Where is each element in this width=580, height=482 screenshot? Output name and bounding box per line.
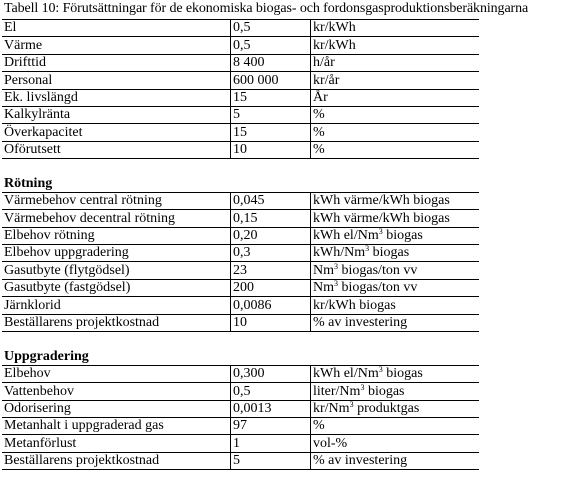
- table-row: [2, 297, 479, 314]
- parameter-value: 8 400: [231, 54, 311, 71]
- table-row: [2, 54, 479, 71]
- table-caption: Tabell 10: Förutsättningar för de ekonomiska biogas- och fordonsgasproduktionsberäkningarna: [4, 1, 529, 16]
- parameter-name: Värme: [2, 37, 231, 54]
- parameters-table: [2, 19, 479, 470]
- spacer-row: [2, 332, 479, 349]
- table-row: [2, 192, 479, 209]
- unit-cell: År: [311, 89, 480, 106]
- unit-cell: kr/år: [311, 72, 480, 89]
- unit-cell: [311, 365, 480, 382]
- unit-cell: %: [311, 417, 480, 434]
- table-row: [2, 245, 479, 262]
- unit-cell: kr/kWh: [311, 20, 480, 37]
- unit-cell: kr/kWh biogas: [311, 297, 480, 314]
- unit-cell: kWh värme/kWh biogas: [311, 210, 480, 227]
- unit-superscript: 3: [334, 261, 338, 271]
- parameter-value: 0,045: [231, 192, 311, 209]
- parameter-name: El: [2, 20, 231, 37]
- unit-superscript: 3: [378, 365, 383, 375]
- unit-suffix: biogas: [382, 228, 423, 244]
- table-row: [2, 37, 479, 54]
- parameter-name: Oförutsett: [2, 141, 231, 158]
- parameter-value: 0,5: [231, 37, 311, 54]
- unit-suffix: biogas/ton vv: [338, 280, 418, 296]
- parameter-name: Överkapacitet: [2, 124, 231, 141]
- parameter-value: 0,0013: [231, 400, 311, 417]
- parameter-value: 0,5: [231, 20, 311, 37]
- parameter-name: Beställarens projektkostnad: [2, 452, 231, 469]
- unit-cell: [311, 245, 480, 262]
- unit-suffix: biogas: [382, 366, 423, 382]
- table-row: [2, 279, 479, 296]
- unit-cell: [311, 400, 480, 417]
- parameter-value: 10: [231, 141, 311, 158]
- parameter-value: 0,3: [231, 245, 311, 262]
- table-row: [2, 227, 479, 244]
- table-row: [2, 106, 479, 123]
- parameter-name: Elbehov rötning: [2, 227, 231, 244]
- table-row: [2, 124, 479, 141]
- unit-prefix: kWh el/Nm: [313, 228, 379, 244]
- table-row: [2, 72, 479, 89]
- unit-prefix: kWh el/Nm: [313, 366, 379, 382]
- parameter-name: Odorisering: [2, 400, 231, 417]
- parameters-table-body: [2, 20, 479, 470]
- table-row: [2, 452, 479, 469]
- table-row: [2, 435, 479, 452]
- parameter-value: 600 000: [231, 72, 311, 89]
- table-row: [2, 400, 479, 417]
- unit-superscript: 3: [334, 279, 338, 289]
- unit-cell: kr/kWh: [311, 37, 480, 54]
- parameter-value: 10: [231, 314, 311, 331]
- section-title: Rötning: [2, 176, 479, 193]
- table-row: [2, 383, 479, 400]
- unit-prefix: kr/Nm: [313, 400, 350, 416]
- parameter-name: Värmebehov central rötning: [2, 192, 231, 209]
- spacer-cell: [2, 159, 479, 176]
- parameter-value: 15: [231, 89, 311, 106]
- table-row: [2, 89, 479, 106]
- unit-cell: [311, 383, 480, 400]
- unit-prefix: liter/Nm: [313, 383, 361, 399]
- unit-cell: vol-%: [311, 435, 480, 452]
- parameter-name: Järnklorid: [2, 297, 231, 314]
- table-row: [2, 314, 479, 331]
- unit-superscript: 3: [378, 227, 383, 237]
- parameter-value: 0,300: [231, 365, 311, 382]
- parameter-value: 1: [231, 435, 311, 452]
- unit-suffix: biogas: [369, 245, 410, 261]
- parameter-name: Elbehov: [2, 365, 231, 382]
- unit-superscript: 3: [365, 244, 370, 254]
- parameter-value: 97: [231, 417, 311, 434]
- unit-prefix: Nm: [313, 262, 334, 278]
- parameter-value: 0,20: [231, 227, 311, 244]
- section-header-digestion: [2, 176, 479, 193]
- table-row: [2, 210, 479, 227]
- parameter-name: Elbehov uppgradering: [2, 245, 231, 262]
- unit-cell: kWh värme/kWh biogas: [311, 192, 480, 209]
- unit-cell: [311, 227, 480, 244]
- unit-cell: % av investering: [311, 452, 480, 469]
- parameter-name: Personal: [2, 72, 231, 89]
- table-row: [2, 141, 479, 158]
- parameter-name: Kalkylränta: [2, 106, 231, 123]
- unit-cell: [311, 279, 480, 296]
- table-row: [2, 20, 479, 37]
- unit-cell: h/år: [311, 54, 480, 71]
- unit-suffix: produktgas: [353, 400, 420, 416]
- unit-superscript: 3: [360, 382, 365, 392]
- parameter-value: 15: [231, 124, 311, 141]
- parameter-name: Gasutbyte (flytgödsel): [2, 262, 231, 279]
- unit-suffix: biogas/ton vv: [338, 262, 418, 278]
- parameter-value: 23: [231, 262, 311, 279]
- unit-prefix: kWh/Nm: [313, 245, 366, 261]
- spacer-cell: [2, 332, 479, 349]
- parameter-name: Metanhalt i uppgraderad gas: [2, 417, 231, 434]
- parameter-value: 0,0086: [231, 297, 311, 314]
- unit-cell: % av investering: [311, 314, 480, 331]
- unit-prefix: Nm: [313, 280, 334, 296]
- table-row: [2, 365, 479, 382]
- unit-cell: [311, 262, 480, 279]
- section-header-upgrading: [2, 348, 479, 365]
- spacer-row: [2, 159, 479, 176]
- parameter-name: Värmebehov decentral rötning: [2, 210, 231, 227]
- table-row: [2, 417, 479, 434]
- unit-superscript: 3: [349, 400, 354, 409]
- parameter-name: Beställarens projektkostnad: [2, 314, 231, 331]
- parameter-value: 0,15: [231, 210, 311, 227]
- parameter-value: 0,5: [231, 383, 311, 400]
- unit-cell: %: [311, 124, 480, 141]
- unit-cell: %: [311, 106, 480, 123]
- parameter-name: Gasutbyte (fastgödsel): [2, 279, 231, 296]
- parameter-value: 5: [231, 452, 311, 469]
- parameter-name: Ek. livslängd: [2, 89, 231, 106]
- parameter-name: Metanförlust: [2, 435, 231, 452]
- section-title: Uppgradering: [2, 348, 479, 365]
- parameter-name: Drifttid: [2, 54, 231, 71]
- parameter-value: 200: [231, 279, 311, 296]
- table-row: [2, 262, 479, 279]
- parameter-name: Vattenbehov: [2, 383, 231, 400]
- unit-suffix: biogas: [364, 383, 405, 399]
- unit-cell: %: [311, 141, 480, 158]
- parameter-value: 5: [231, 106, 311, 123]
